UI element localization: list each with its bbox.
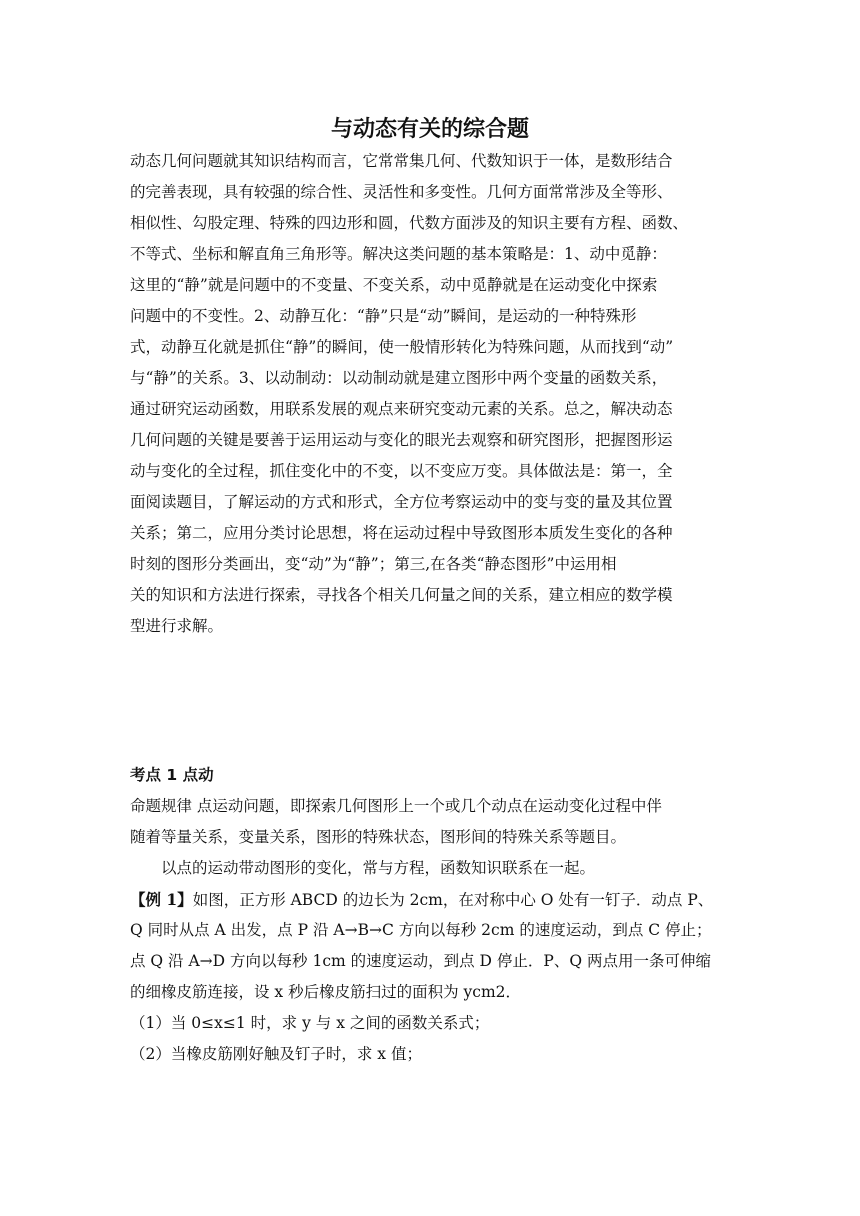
section-kaodian-1 (130, 760, 734, 1070)
intro-line: 关系；第二，应用分类讨论思想，将在运动过程中导致图形本质发生变化的各种 (130, 524, 673, 542)
example-text: 如图，正方形 ABCD 的边长为 2cm，在对称中心 O 处有一钉子．动点 P、 (192, 891, 714, 909)
example-line: 的细橡皮筋连接，设 x 秒后橡皮筋扫过的面积为 ycm2． (130, 983, 522, 1001)
intro-line: 不等式、坐标和解直角三角形等。解决这类问题的基本策略是：1、动中觅静： (130, 245, 667, 263)
intro-line: 通过研究运动函数，用联系发展的观点来研究变动元素的关系。总之，解决动态 (130, 400, 673, 418)
intro-line: 型进行求解。 (130, 617, 224, 635)
intro-line: 动与变化的全过程，抓住变化中的不变，以不变应万变。具体做法是：第一，全 (130, 462, 673, 480)
rule-indent-line: 以点的运动带动图形的变化，常与方程，函数知识联系在一起。 (161, 859, 596, 877)
intro-line: 这里的“静”就是问题中的不变量、不变关系，动中觅静就是在运动变化中探索 (130, 276, 658, 294)
rule-line: 随着等量关系，变量关系，图形的特殊状态，图形间的特殊关系等题目。 (130, 828, 627, 846)
intro-line: 与“静”的关系。3、以动制动：以动制动就是建立图形中两个变量的函数关系， (130, 369, 668, 387)
example-line: Q 同时从点 A 出发，点 P 沿 A→B→C 方向以每秒 2cm 的速度运动，到点 C 停止； (130, 921, 712, 939)
intro-line: 时刻的图形分类画出，变“动”为“静”；第三,在各类“静态图形”中运用相 (130, 555, 617, 573)
intro-line: 相似性、勾股定理、特殊的四边形和圆，代数方面涉及的知识主要有方程、函数、 (130, 214, 689, 232)
question-line: （2）当橡皮筋刚好触及钉子时，求 x 值； (130, 1045, 422, 1063)
intro-paragraph (130, 146, 734, 642)
example-line: 点 Q 沿 A→D 方向以每秒 1cm 的速度运动，到点 D 停止．P、Q 两点用一条可伸缩 (130, 952, 711, 970)
document-title: 与动态有关的综合题 (330, 117, 529, 142)
question-line: （1）当 0≤x≤1 时，求 y 与 x 之间的函数关系式； (130, 1014, 490, 1032)
intro-line: 的完善表现，具有较强的综合性、灵活性和多变性。几何方面常常涉及全等形、 (130, 183, 673, 201)
intro-line: 式，动静互化就是抓住“静”的瞬间，使一般情形转化为特殊问题，从而找到“动” (130, 338, 674, 356)
intro-line: 动态几何问题就其知识结构而言，它常常集几何、代数知识于一体，是数形结合 (130, 152, 673, 170)
example-line (130, 884, 734, 915)
intro-line: 面阅读题目，了解运动的方式和形式，全方位考察运动中的变与变的量及其位置 (130, 493, 673, 511)
intro-line: 关的知识和方法进行探索，寻找各个相关几何量之间的关系，建立相应的数学模 (130, 586, 673, 604)
rule-line: 命题规律 点运动问题，即探索几何图形上一个或几个动点在运动变化过程中伴 (130, 797, 662, 815)
intro-line: 问题中的不变性。2、动静互化：“静”只是“动”瞬间，是运动的一种特殊形 (130, 307, 637, 325)
example-label: 【例 1】 (130, 890, 193, 909)
intro-line: 几何问题的关键是要善于运用运动与变化的眼光去观察和研究图形，把握图形运 (130, 431, 673, 449)
section-heading: 考点 1 点动 (130, 766, 214, 784)
